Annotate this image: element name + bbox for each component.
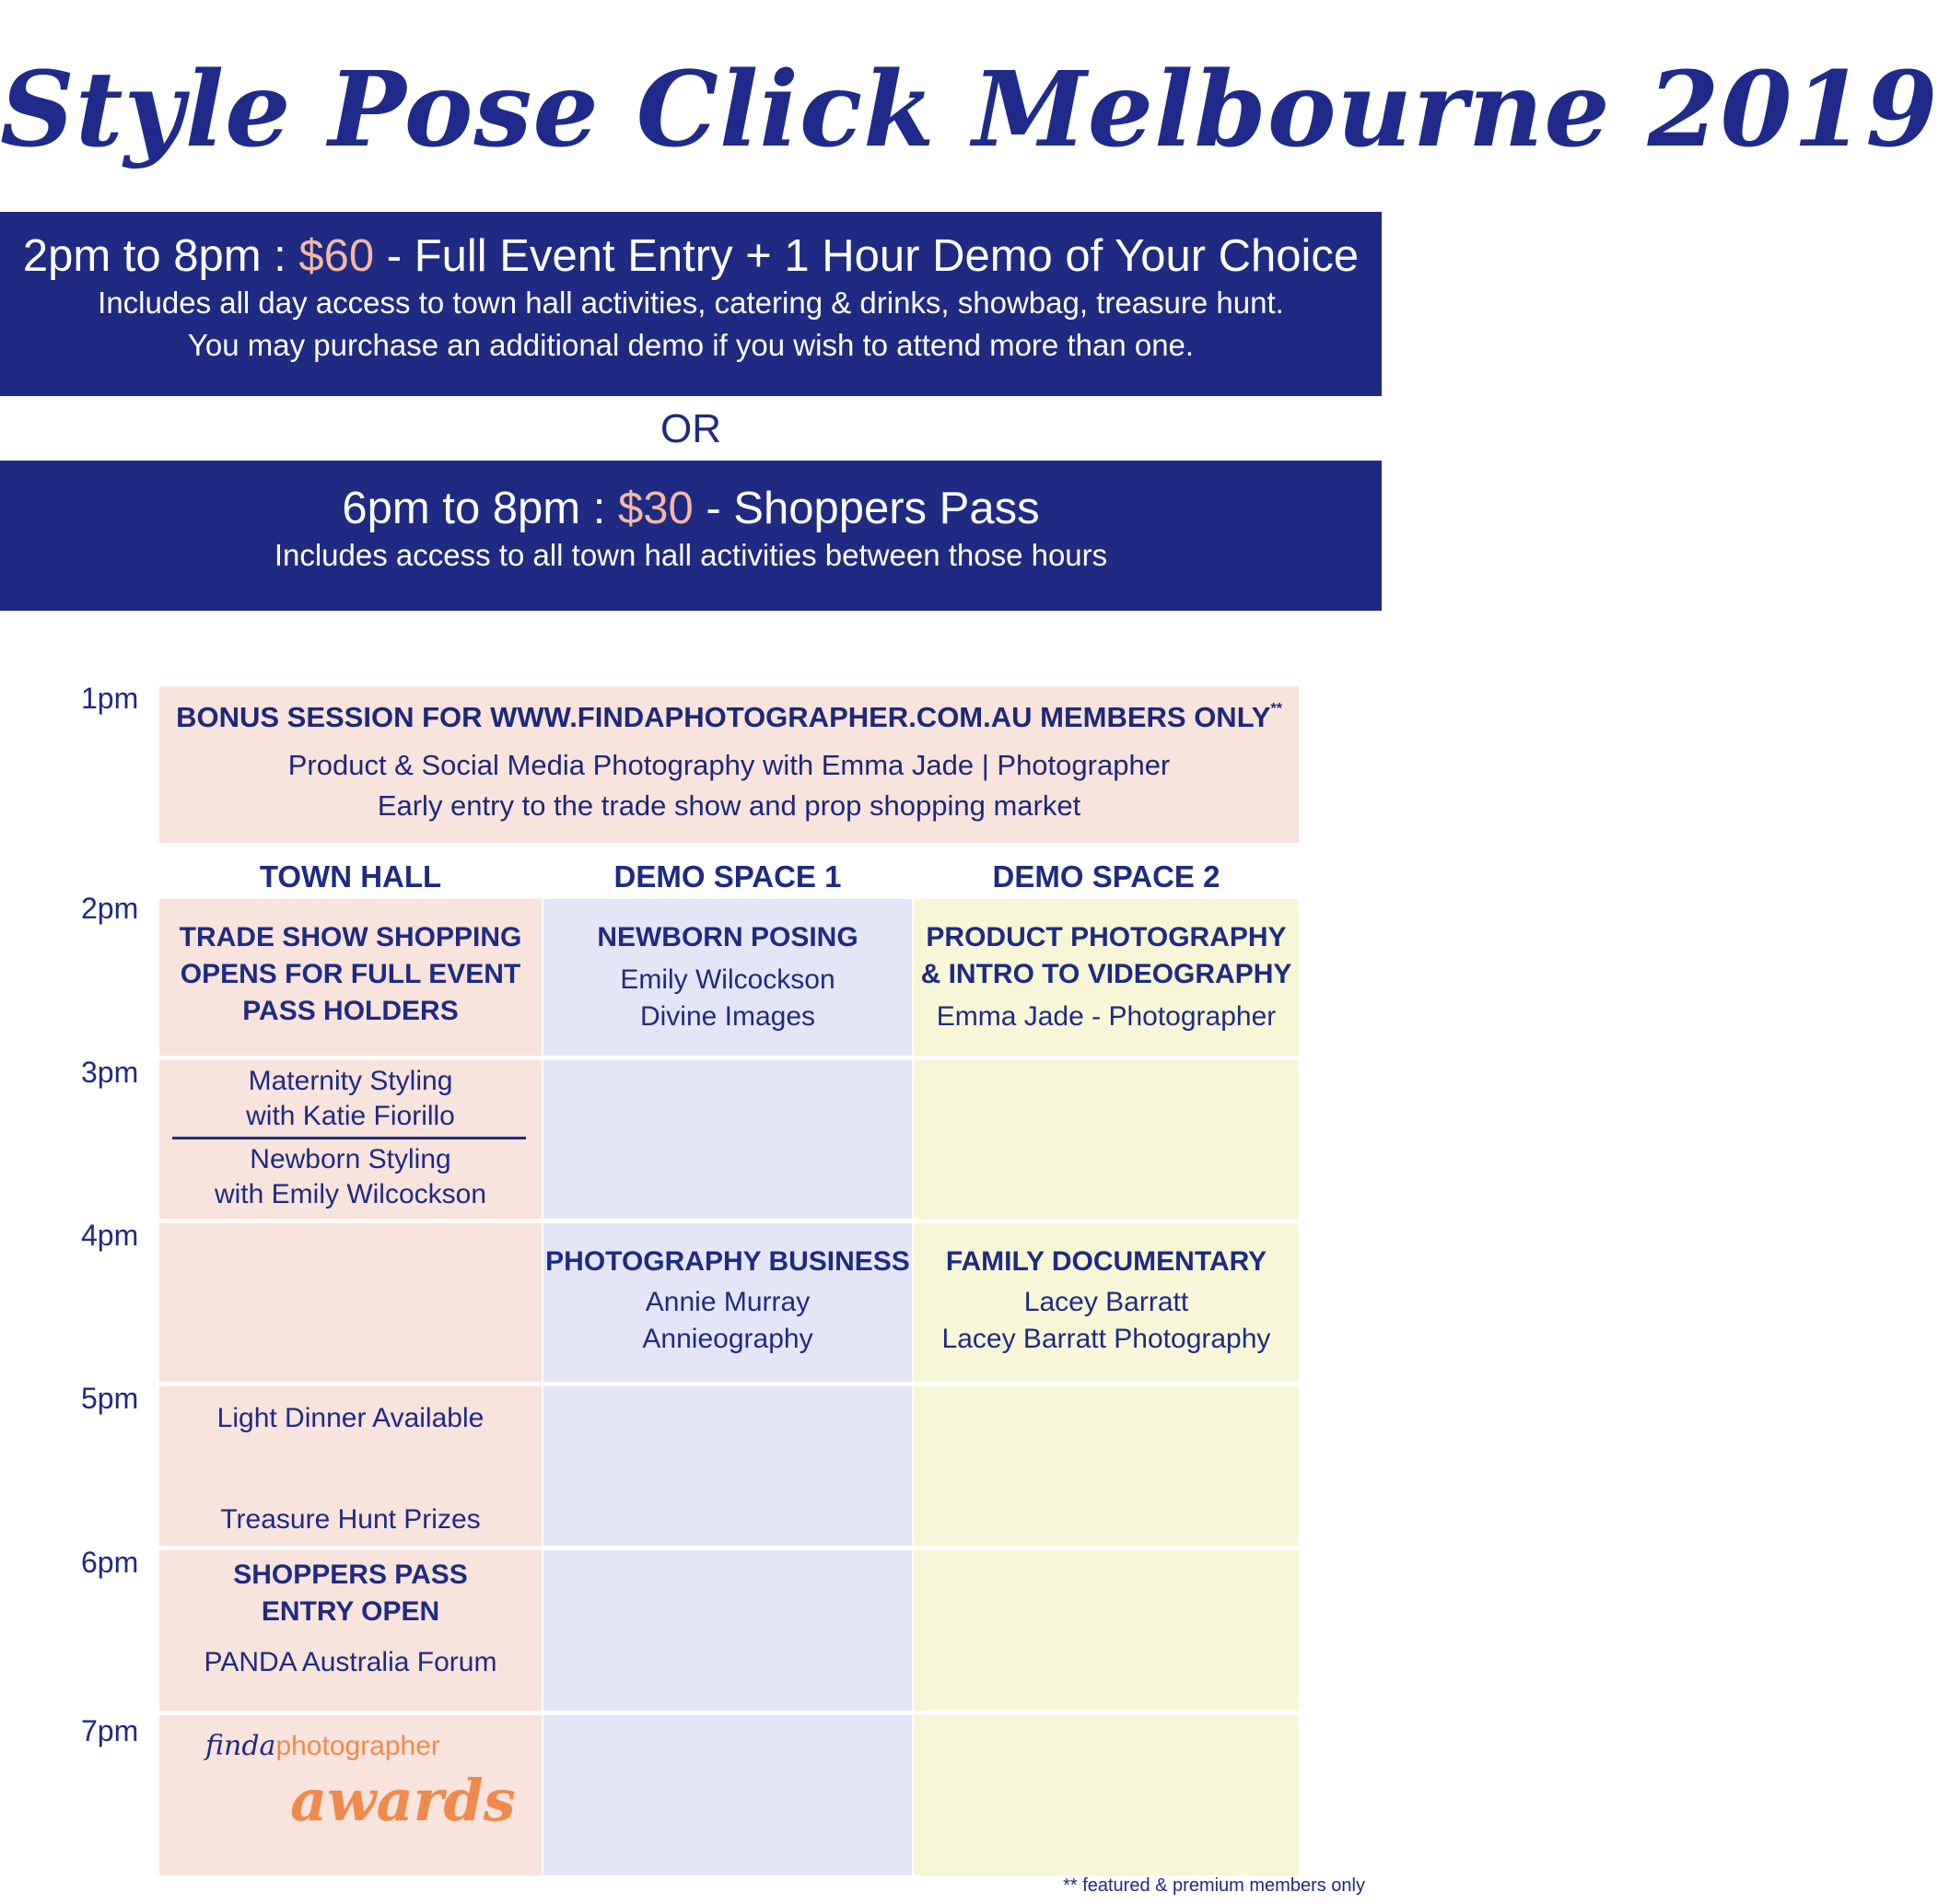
bonus-heading-text: BONUS SESSION FOR WWW.FINDAPHOTOGRAPHER.COM.AU MEMBERS ONLY [176, 701, 1271, 733]
hour-divider [159, 1546, 1299, 1550]
shoppers-entry-open [159, 1557, 542, 1630]
shoppers-banner [0, 461, 1382, 611]
shoppers-price: $30 [617, 484, 694, 533]
shoppers-time: 6pm to 8pm : [342, 484, 618, 533]
shoppers-open-line: ENTRY OPEN [261, 1596, 440, 1627]
newborn-styling-line: Newborn Styling [250, 1144, 451, 1174]
bonus-line-2: Early entry to the trade show and prop shopping market [377, 789, 1081, 822]
presenter-line: Annieography [642, 1324, 813, 1354]
town-hall-column [159, 899, 542, 1875]
newborn-posing-presenter [543, 962, 912, 1035]
newborn-styling-line: with Emily Wilcockson [214, 1179, 487, 1209]
trade-show-line: OPENS FOR FULL EVENT [180, 959, 521, 989]
treasure-hunt-prizes: Treasure Hunt Prizes [220, 1504, 481, 1535]
logo-find: find [205, 1730, 260, 1762]
maternity-line: Maternity Styling [248, 1066, 453, 1096]
hour-divider [159, 1056, 1299, 1060]
product-photography-title [914, 919, 1299, 993]
trade-show-title [159, 919, 542, 1030]
time-4pm: 4pm [81, 1219, 139, 1252]
light-dinner: Light Dinner Available [216, 1403, 484, 1433]
column-demo-space-1: DEMO SPACE 1 [613, 859, 842, 894]
full-event-desc-1: Includes all day access to town hall activities, catering & drinks, showbag, treasure hunt. [98, 285, 1284, 320]
hour-divider [159, 1382, 1299, 1386]
shoppers-desc: Includes access to all town hall activities between those hours [274, 537, 1108, 572]
full-event-label: - Full Event Entry + 1 Hour Demo of Your Choice [374, 231, 1360, 281]
presenter-line: Emily Wilcockson [620, 964, 835, 995]
bonus-line-1: Product & Social Media Photography with Emma Jade | Photographer [287, 749, 1171, 781]
trade-show-line: TRADE SHOW SHOPPING [179, 922, 522, 952]
presenter-line: Lacey Barratt [1023, 1287, 1189, 1317]
hour-divider [159, 1711, 1299, 1715]
time-3pm: 3pm [81, 1056, 139, 1089]
shoppers-label: - Shoppers Pass [693, 484, 1040, 533]
product-photography-presenter: Emma Jade - Photographer [936, 1001, 1277, 1032]
bonus-marker: ** [1270, 701, 1282, 717]
logo-photographer: photographer [275, 1731, 440, 1761]
bonus-heading [159, 686, 1299, 734]
trade-show-line: PASS HOLDERS [242, 996, 459, 1026]
panda-forum: PANDA Australia Forum [204, 1647, 497, 1677]
product-title-line: PRODUCT PHOTOGRAPHY [926, 922, 1287, 952]
time-7pm: 7pm [81, 1714, 139, 1747]
logo-a: a [259, 1730, 276, 1762]
column-town-hall: TOWN HALL [259, 859, 442, 894]
logo-awards: awards [290, 1767, 516, 1834]
presenter-line: Divine Images [639, 1001, 816, 1032]
time-2pm: 2pm [81, 892, 139, 925]
demo-space-2-column [914, 899, 1299, 1875]
hour-divider [159, 1219, 1299, 1223]
session-split-line [172, 1137, 526, 1139]
findaphotographer-awards-logo [205, 1730, 516, 1840]
full-event-time: 2pm to 8pm : [22, 231, 299, 281]
photography-business-title: PHOTOGRAPHY BUSINESS [545, 1246, 910, 1277]
photography-business-presenter [543, 1284, 912, 1358]
family-documentary-title: FAMILY DOCUMENTARY [945, 1246, 1267, 1277]
shoppers-open-line: SHOPPERS PASS [233, 1559, 468, 1590]
maternity-line: with Katie Fiorillo [246, 1101, 455, 1131]
time-5pm: 5pm [81, 1382, 139, 1415]
footnote: ** featured & premium members only [1063, 1875, 1365, 1896]
presenter-line: Lacey Barratt Photography [941, 1324, 1271, 1354]
full-event-price: $60 [298, 231, 375, 281]
family-documentary-presenter [914, 1284, 1299, 1358]
shoppers-heading [0, 461, 1382, 534]
newborn-posing-title: NEWBORN POSING [597, 922, 858, 952]
page-title: Style Pose Click Melbourne 2019 [0, 50, 1938, 170]
time-1pm: 1pm [81, 682, 139, 715]
or-separator: OR [660, 406, 721, 451]
newborn-styling [159, 1142, 542, 1212]
presenter-line: Annie Murray [645, 1287, 811, 1317]
maternity-styling [159, 1064, 542, 1134]
column-demo-space-2: DEMO SPACE 2 [992, 859, 1220, 894]
bonus-session [159, 686, 1299, 843]
time-6pm: 6pm [81, 1546, 139, 1579]
product-title-line: & INTRO TO VIDEOGRAPHY [920, 959, 1292, 989]
full-event-heading [0, 212, 1382, 282]
full-event-desc-2: You may purchase an additional demo if you wish to attend more than one. [187, 328, 1195, 363]
full-event-banner [0, 212, 1382, 396]
demo-space-1-column [543, 899, 912, 1875]
